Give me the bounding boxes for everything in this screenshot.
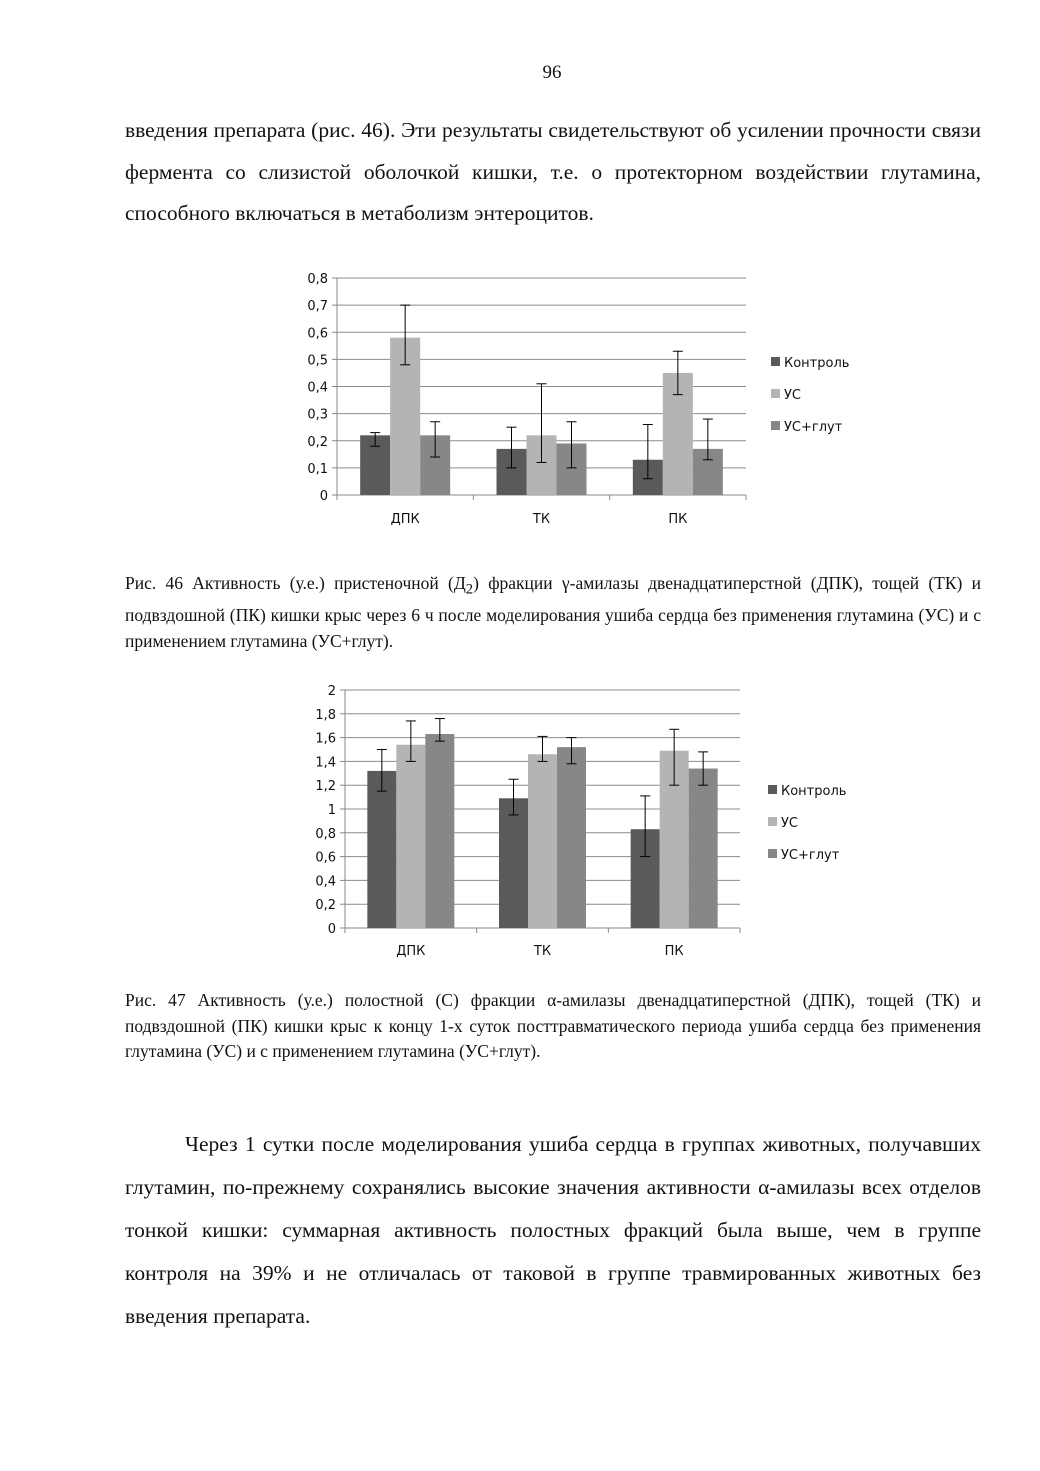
y-tick-label: 1,8 bbox=[315, 707, 336, 723]
paragraph-bottom: Через 1 сутки после моделирования ушиба сердца в группах животных, получавших глутамин, по-прежнему сохранялись высокие значения активности α-амилазы всех отделов тонкой кишки: суммарная активность полостных фракций была выше, чем в группе контроля на 39% и не отличалась от таковой в группе травмированных животных без введения препарата. bbox=[125, 1132, 981, 1328]
bar bbox=[557, 747, 586, 928]
bar bbox=[660, 751, 689, 928]
y-tick-label: 0,2 bbox=[307, 434, 328, 450]
bar bbox=[360, 435, 390, 495]
legend-swatch bbox=[771, 389, 780, 398]
caption-fig46-subscript: 2 bbox=[465, 581, 474, 598]
y-tick-label: 1,2 bbox=[315, 779, 336, 795]
y-tick-label: 0,4 bbox=[315, 874, 336, 890]
legend-label: Контроль bbox=[784, 356, 850, 371]
bar bbox=[693, 449, 723, 495]
y-tick-label: 1 bbox=[327, 803, 336, 818]
caption-fig46-text: Рис. 46 Активность (у.е.) пристеночной (Д bbox=[125, 573, 466, 593]
bar bbox=[663, 373, 693, 495]
caption-fig46 bbox=[125, 571, 981, 654]
x-tick-label: ПК bbox=[664, 944, 684, 959]
bar bbox=[396, 745, 425, 928]
legend-label: УС+глут bbox=[784, 420, 843, 435]
legend-label: УС bbox=[781, 816, 798, 831]
legend-swatch bbox=[768, 785, 777, 794]
x-tick-label: ДПК bbox=[396, 944, 426, 959]
y-tick-label: 0,6 bbox=[307, 326, 328, 342]
y-tick-label: 0,7 bbox=[307, 299, 328, 315]
bar bbox=[631, 829, 660, 928]
x-tick-label: ТК bbox=[532, 512, 551, 527]
bar bbox=[633, 460, 663, 495]
legend-swatch bbox=[771, 421, 780, 430]
y-tick-label: 1,4 bbox=[315, 755, 336, 771]
bar bbox=[527, 435, 557, 495]
caption-fig47: Рис. 47 Активность (у.е.) полостной (С) фракции α-амилазы двенадцатиперстной (ДПК), тощей (ТК) и подвздошной (ПК) кишки крыс к концу 1-х суток посттравматического периода ушиба сердца без применения глутамина (УС) и с применением глутамина (УС+глут). bbox=[125, 990, 981, 1061]
page-number: 96 bbox=[542, 62, 562, 83]
bar bbox=[557, 443, 587, 495]
y-tick-label: 1,6 bbox=[315, 731, 336, 747]
bar bbox=[689, 769, 718, 928]
y-tick-label: 0,5 bbox=[307, 353, 328, 369]
bar bbox=[390, 338, 420, 495]
y-tick-label: 0,2 bbox=[315, 898, 336, 914]
caption-fig46-text-rest: ) фракции γ-амилазы двенадцатиперстной (ДПК), тощей (ТК) и подвздошной (ПК) кишки крыс через 6 ч после моделирования ушиба сердца без применения глутамина (УС) и с применением глутамина (УС+глут). bbox=[125, 573, 982, 651]
legend-swatch bbox=[771, 357, 780, 366]
legend-swatch bbox=[768, 849, 777, 858]
y-tick-label: 0,3 bbox=[307, 407, 328, 423]
bar bbox=[497, 449, 527, 495]
y-tick-label: 0,4 bbox=[307, 380, 328, 396]
bar bbox=[528, 754, 557, 928]
y-tick-label: 0,6 bbox=[315, 850, 336, 866]
y-tick-label: 2 bbox=[327, 684, 336, 699]
legend-label: Контроль bbox=[781, 784, 847, 799]
y-tick-label: 0,8 bbox=[315, 826, 336, 842]
y-tick-label: 0,1 bbox=[307, 461, 328, 477]
legend-label: УС+глут bbox=[781, 848, 840, 863]
bar bbox=[420, 435, 450, 495]
x-tick-label: ДПК bbox=[390, 512, 420, 527]
y-tick-label: 0,8 bbox=[307, 272, 328, 287]
x-tick-label: ПК bbox=[668, 512, 688, 527]
legend-label: УС bbox=[784, 388, 801, 403]
bar bbox=[425, 734, 454, 928]
y-tick-label: 0 bbox=[319, 489, 328, 504]
y-tick-label: 0 bbox=[327, 922, 336, 937]
bar bbox=[499, 798, 528, 928]
paragraph-top: введения препарата (рис. 46). Эти результаты свидетельствуют об усилении прочности связи фермента со слизистой оболочкой кишки, т.е. о протекторном воздействии глутамина, способного включаться в метаболизм энтероцитов. bbox=[125, 118, 981, 225]
bar bbox=[367, 771, 396, 928]
x-tick-label: ТК bbox=[533, 944, 552, 959]
legend-swatch bbox=[768, 817, 777, 826]
